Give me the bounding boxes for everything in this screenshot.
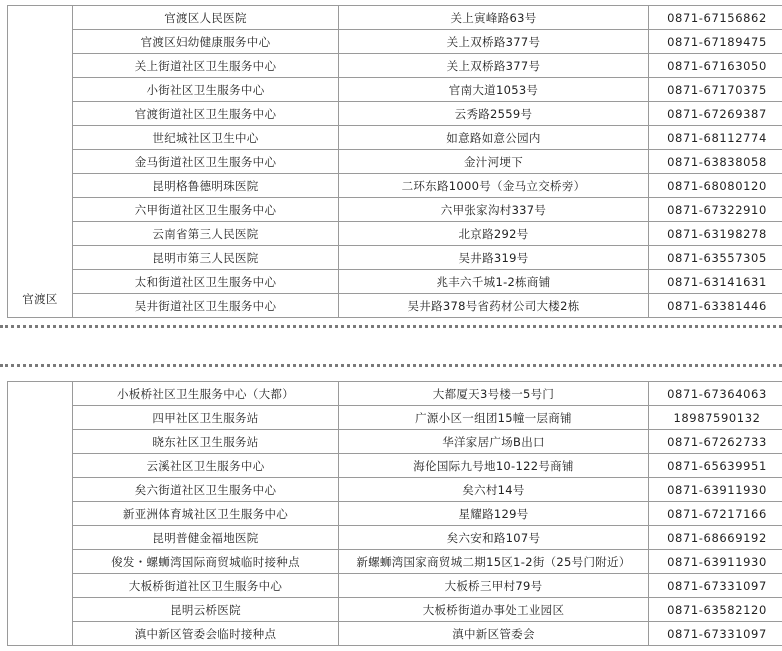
address-cell: 新螺蛳湾国家商贸城二期15区1-2街（25号门附近）: [339, 550, 649, 574]
address-cell: 兆丰六千城1-2栋商铺: [339, 270, 649, 294]
site-name-cell: 云溪社区卫生服务中心: [73, 454, 339, 478]
site-name-cell: 云南省第三人民医院: [73, 222, 339, 246]
site-name-cell: 滇中新区管委会临时接种点: [73, 622, 339, 646]
site-name-cell: 新亚洲体育城社区卫生服务中心: [73, 502, 339, 526]
address-cell: 星耀路129号: [339, 502, 649, 526]
address-cell: 六甲张家沟村337号: [339, 198, 649, 222]
address-cell: 滇中新区管委会: [339, 622, 649, 646]
table-row: [8, 198, 782, 222]
site-name-cell: 世纪城社区卫生中心: [73, 126, 339, 150]
address-cell: 北京路292号: [339, 222, 649, 246]
table-row: [8, 30, 782, 54]
table-row: [8, 598, 782, 622]
phone-cell: 0871-67364063: [649, 382, 782, 406]
table-row: [8, 174, 782, 198]
site-name-cell: 昆明普健金福地医院: [73, 526, 339, 550]
table-row: [8, 454, 782, 478]
phone-cell: 0871-67322910: [649, 198, 782, 222]
table-row: [8, 430, 782, 454]
phone-cell: 0871-65639951: [649, 454, 782, 478]
table-row: [8, 222, 782, 246]
site-name-cell: 太和街道社区卫生服务中心: [73, 270, 339, 294]
site-name-cell: 官渡区人民医院: [73, 6, 339, 30]
address-cell: 官南大道1053号: [339, 78, 649, 102]
phone-cell: 0871-67170375: [649, 78, 782, 102]
phone-cell: 0871-67163050: [649, 54, 782, 78]
phone-cell: 0871-63838058: [649, 150, 782, 174]
table-row: [8, 550, 782, 574]
section-divider: [0, 364, 782, 367]
address-cell: 大板桥街道办事处工业园区: [339, 598, 649, 622]
address-cell: 关上寅峰路63号: [339, 6, 649, 30]
address-cell: 金汁河埂下: [339, 150, 649, 174]
phone-cell: 0871-68080120: [649, 174, 782, 198]
address-cell: 海伦国际九号地10-122号商铺: [339, 454, 649, 478]
site-name-cell: 俊发・螺蛳湾国际商贸城临时接种点: [73, 550, 339, 574]
table-panel-top: [0, 0, 782, 316]
site-name-cell: 六甲街道社区卫生服务中心: [73, 198, 339, 222]
district-cell: [8, 6, 73, 318]
address-cell: 吴井路319号: [339, 246, 649, 270]
table-row: [8, 126, 782, 150]
site-name-cell: 大板桥街道社区卫生服务中心: [73, 574, 339, 598]
phone-cell: 0871-63911930: [649, 478, 782, 502]
table-row: [8, 270, 782, 294]
phone-cell: 0871-63911930: [649, 550, 782, 574]
table-row: [8, 382, 782, 406]
phone-cell: 0871-63381446: [649, 294, 782, 318]
address-cell: 关上双桥路377号: [339, 30, 649, 54]
section-divider: [0, 325, 782, 328]
phone-cell: 0871-68669192: [649, 526, 782, 550]
table-row: [8, 6, 782, 30]
vaccination-sites-table-top: [7, 5, 782, 318]
site-name-cell: 小街社区卫生服务中心: [73, 78, 339, 102]
table-row: [8, 102, 782, 126]
table-row: [8, 574, 782, 598]
table-panel-bottom: [0, 378, 782, 651]
address-cell: 关上双桥路377号: [339, 54, 649, 78]
phone-cell: 0871-67217166: [649, 502, 782, 526]
phone-cell: 0871-67331097: [649, 622, 782, 646]
phone-cell: 0871-68112774: [649, 126, 782, 150]
phone-cell: 0871-63141631: [649, 270, 782, 294]
phone-cell: 0871-67156862: [649, 6, 782, 30]
table-row: [8, 502, 782, 526]
phone-cell: 0871-63557305: [649, 246, 782, 270]
address-cell: 云秀路2559号: [339, 102, 649, 126]
district-label: 官渡区: [22, 292, 58, 306]
site-name-cell: 昆明格鲁德明珠医院: [73, 174, 339, 198]
address-cell: 华洋家居广场B出口: [339, 430, 649, 454]
address-cell: 如意路如意公园内: [339, 126, 649, 150]
site-name-cell: 官渡街道社区卫生服务中心: [73, 102, 339, 126]
table-row: [8, 246, 782, 270]
table-row: [8, 478, 782, 502]
phone-cell: 18987590132: [649, 406, 782, 430]
phone-cell: 0871-63582120: [649, 598, 782, 622]
site-name-cell: 四甲社区卫生服务站: [73, 406, 339, 430]
site-name-cell: 昆明云桥医院: [73, 598, 339, 622]
vaccination-sites-table-bottom: [7, 381, 782, 646]
address-cell: 吴井路378号省药材公司大楼2栋: [339, 294, 649, 318]
table-row: [8, 78, 782, 102]
table-row: [8, 294, 782, 318]
table-row: [8, 622, 782, 646]
address-cell: 大都厦天3号楼一5号门: [339, 382, 649, 406]
site-name-cell: 官渡区妇幼健康服务中心: [73, 30, 339, 54]
phone-cell: 0871-67269387: [649, 102, 782, 126]
district-cell-continued: [8, 382, 73, 646]
table-row: [8, 406, 782, 430]
table-row: [8, 150, 782, 174]
phone-cell: 0871-67331097: [649, 574, 782, 598]
site-name-cell: 吴井街道社区卫生服务中心: [73, 294, 339, 318]
site-name-cell: 晓东社区卫生服务站: [73, 430, 339, 454]
table-row: [8, 526, 782, 550]
site-name-cell: 昆明市第三人民医院: [73, 246, 339, 270]
site-name-cell: 小板桥社区卫生服务中心（大都）: [73, 382, 339, 406]
site-name-cell: 金马街道社区卫生服务中心: [73, 150, 339, 174]
phone-cell: 0871-67262733: [649, 430, 782, 454]
address-cell: 矣六安和路107号: [339, 526, 649, 550]
address-cell: 大板桥三甲村79号: [339, 574, 649, 598]
table-row: [8, 54, 782, 78]
phone-cell: 0871-63198278: [649, 222, 782, 246]
address-cell: 广源小区一组团15幢一层商铺: [339, 406, 649, 430]
site-name-cell: 矣六街道社区卫生服务中心: [73, 478, 339, 502]
address-cell: 矣六村14号: [339, 478, 649, 502]
address-cell: 二环东路1000号（金马立交桥旁）: [339, 174, 649, 198]
phone-cell: 0871-67189475: [649, 30, 782, 54]
site-name-cell: 关上街道社区卫生服务中心: [73, 54, 339, 78]
